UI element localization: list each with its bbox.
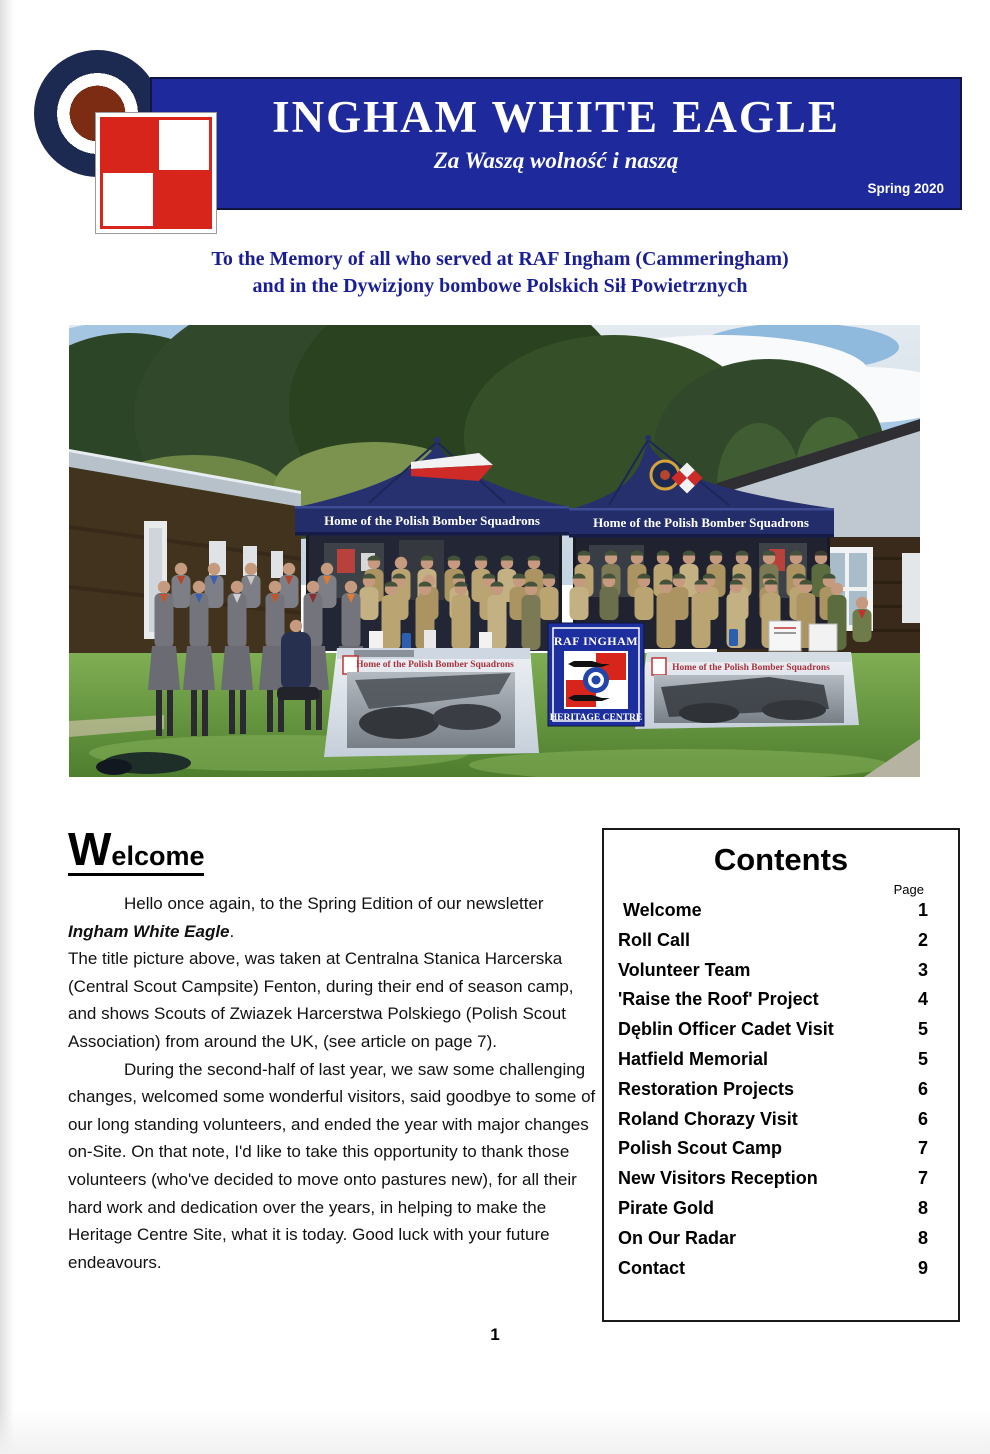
polish-checkerboard-logo [95, 112, 217, 234]
toc-item-page: 3 [917, 959, 928, 980]
toc-item-page: 8 [917, 1227, 928, 1248]
toc-row [604, 1198, 958, 1228]
sign-top-text: RAF INGHAM [553, 634, 639, 648]
right-table-text: Home of the Polish Bomber Squadrons [672, 663, 830, 673]
toc-row [604, 1019, 958, 1049]
toc-row [604, 1228, 958, 1258]
toc-item-page: 2 [917, 929, 928, 950]
toc-row [604, 1168, 958, 1198]
right-gazebo-valance-text: Home of the Polish Bomber Squadrons [593, 515, 809, 530]
toc-item-label: Pirate Gold [618, 1197, 715, 1218]
contents-title: Contents [713, 842, 849, 877]
welcome-paragraph-2: The title picture above, was taken at Centralna Stanica Harcerska (Central Scout Campsite) Fenton, during their end of season camp, and shows Scouts of Zwiazek Harcerstwa Polskiego (Polish Scout Association) from around the UK, (see article on page 7). [68, 949, 574, 1051]
toc-item-label: 'Raise the Roof' Project [618, 989, 819, 1010]
masthead-banner [150, 77, 962, 210]
left-gazebo-valance-text: Home of the Polish Bomber Squadrons [324, 513, 540, 528]
toc-item-label: Welcome [623, 900, 702, 920]
toc-row [604, 960, 958, 990]
contents-rows [604, 900, 958, 1287]
toc-item-page: 9 [917, 1257, 928, 1278]
toc-item-page: 6 [917, 1078, 928, 1099]
toc-row [604, 1138, 958, 1168]
toc-row [604, 900, 958, 930]
toc-item-page: 4 [917, 989, 928, 1010]
contents-page-label: Page [893, 882, 924, 897]
toc-row [604, 989, 958, 1019]
newsletter-title: INGHAM WHITE EAGLE [272, 92, 840, 142]
toc-item-label: Contact [618, 1257, 685, 1278]
toc-row [604, 1079, 958, 1109]
photo-illustration [69, 325, 920, 777]
toc-row [604, 930, 958, 960]
welcome-paragraph-3: During the second-half of last year, we saw some challenging changes, welcomed some wonderful visitors, said goodbye to some of our long standing volunteers, and ended the year with major changes on-Site. On that note, I'd like to take this opportunity to thank those volunteers (who've decided to move onto pastures new), for all their hard work and dedication over the years, in helping to make the Heritage Centre Site, what it is today. Good luck with your future endeavours. [68, 1059, 596, 1272]
newsletter-subtitle: Za Waszą wolność i naszą [433, 148, 679, 174]
toc-item-page: 1 [917, 900, 928, 920]
welcome-paragraph-1: Hello once again, to the Spring Edition of our newsletter Ingham White Eagle. [68, 894, 544, 941]
sign-bottom-text: HERITAGE CENTRE [549, 713, 643, 723]
toc-item-page: 5 [917, 1019, 928, 1040]
toc-item-label: Roll Call [618, 929, 691, 950]
contents-box [602, 828, 960, 1322]
toc-item-label: New Visitors Reception [618, 1168, 818, 1189]
toc-item-label: Roland Chorazy Visit [618, 1108, 798, 1129]
heritage-centre-sign [548, 623, 644, 726]
welcome-heading: Welcome [68, 823, 205, 875]
dedication-text [70, 246, 930, 300]
checkerboard-grid [100, 117, 212, 229]
toc-item-label: On Our Radar [618, 1227, 737, 1248]
page-number: 1 [490, 1325, 500, 1344]
toc-item-label: Hatfield Memorial [618, 1048, 769, 1069]
dedication-line2: and in the Dywizjony bombowe Polskich Sił Powietrznych [252, 275, 748, 297]
newsletter-name-inline: Ingham White Eagle [68, 921, 230, 941]
toc-row [604, 1049, 958, 1079]
toc-item-label: Polish Scout Camp [618, 1138, 783, 1159]
toc-item-page: 5 [917, 1048, 928, 1069]
toc-item-label: Volunteer Team [618, 959, 751, 980]
toc-row [604, 1258, 958, 1288]
issue-label: Spring 2020 [867, 181, 944, 196]
toc-item-page: 7 [917, 1168, 928, 1189]
left-display-table [324, 630, 539, 757]
toc-item-page: 6 [917, 1108, 928, 1129]
toc-item-page: 7 [917, 1138, 928, 1159]
welcome-section [68, 823, 600, 1276]
left-table-text: Home of the Polish Bomber Squadrons [356, 660, 514, 670]
toc-row [604, 1109, 958, 1139]
page-edge-shadow [0, 0, 14, 1454]
toc-item-page: 8 [917, 1197, 928, 1218]
title-photo [69, 325, 920, 777]
toc-item-label: Restoration Projects [618, 1078, 795, 1099]
toc-item-label: Dęblin Officer Cadet Visit [618, 1019, 834, 1040]
dedication-line1: To the Memory of all who served at RAF Ingham (Cammeringham) [211, 248, 789, 270]
page-bottom-shadow [0, 1408, 990, 1454]
